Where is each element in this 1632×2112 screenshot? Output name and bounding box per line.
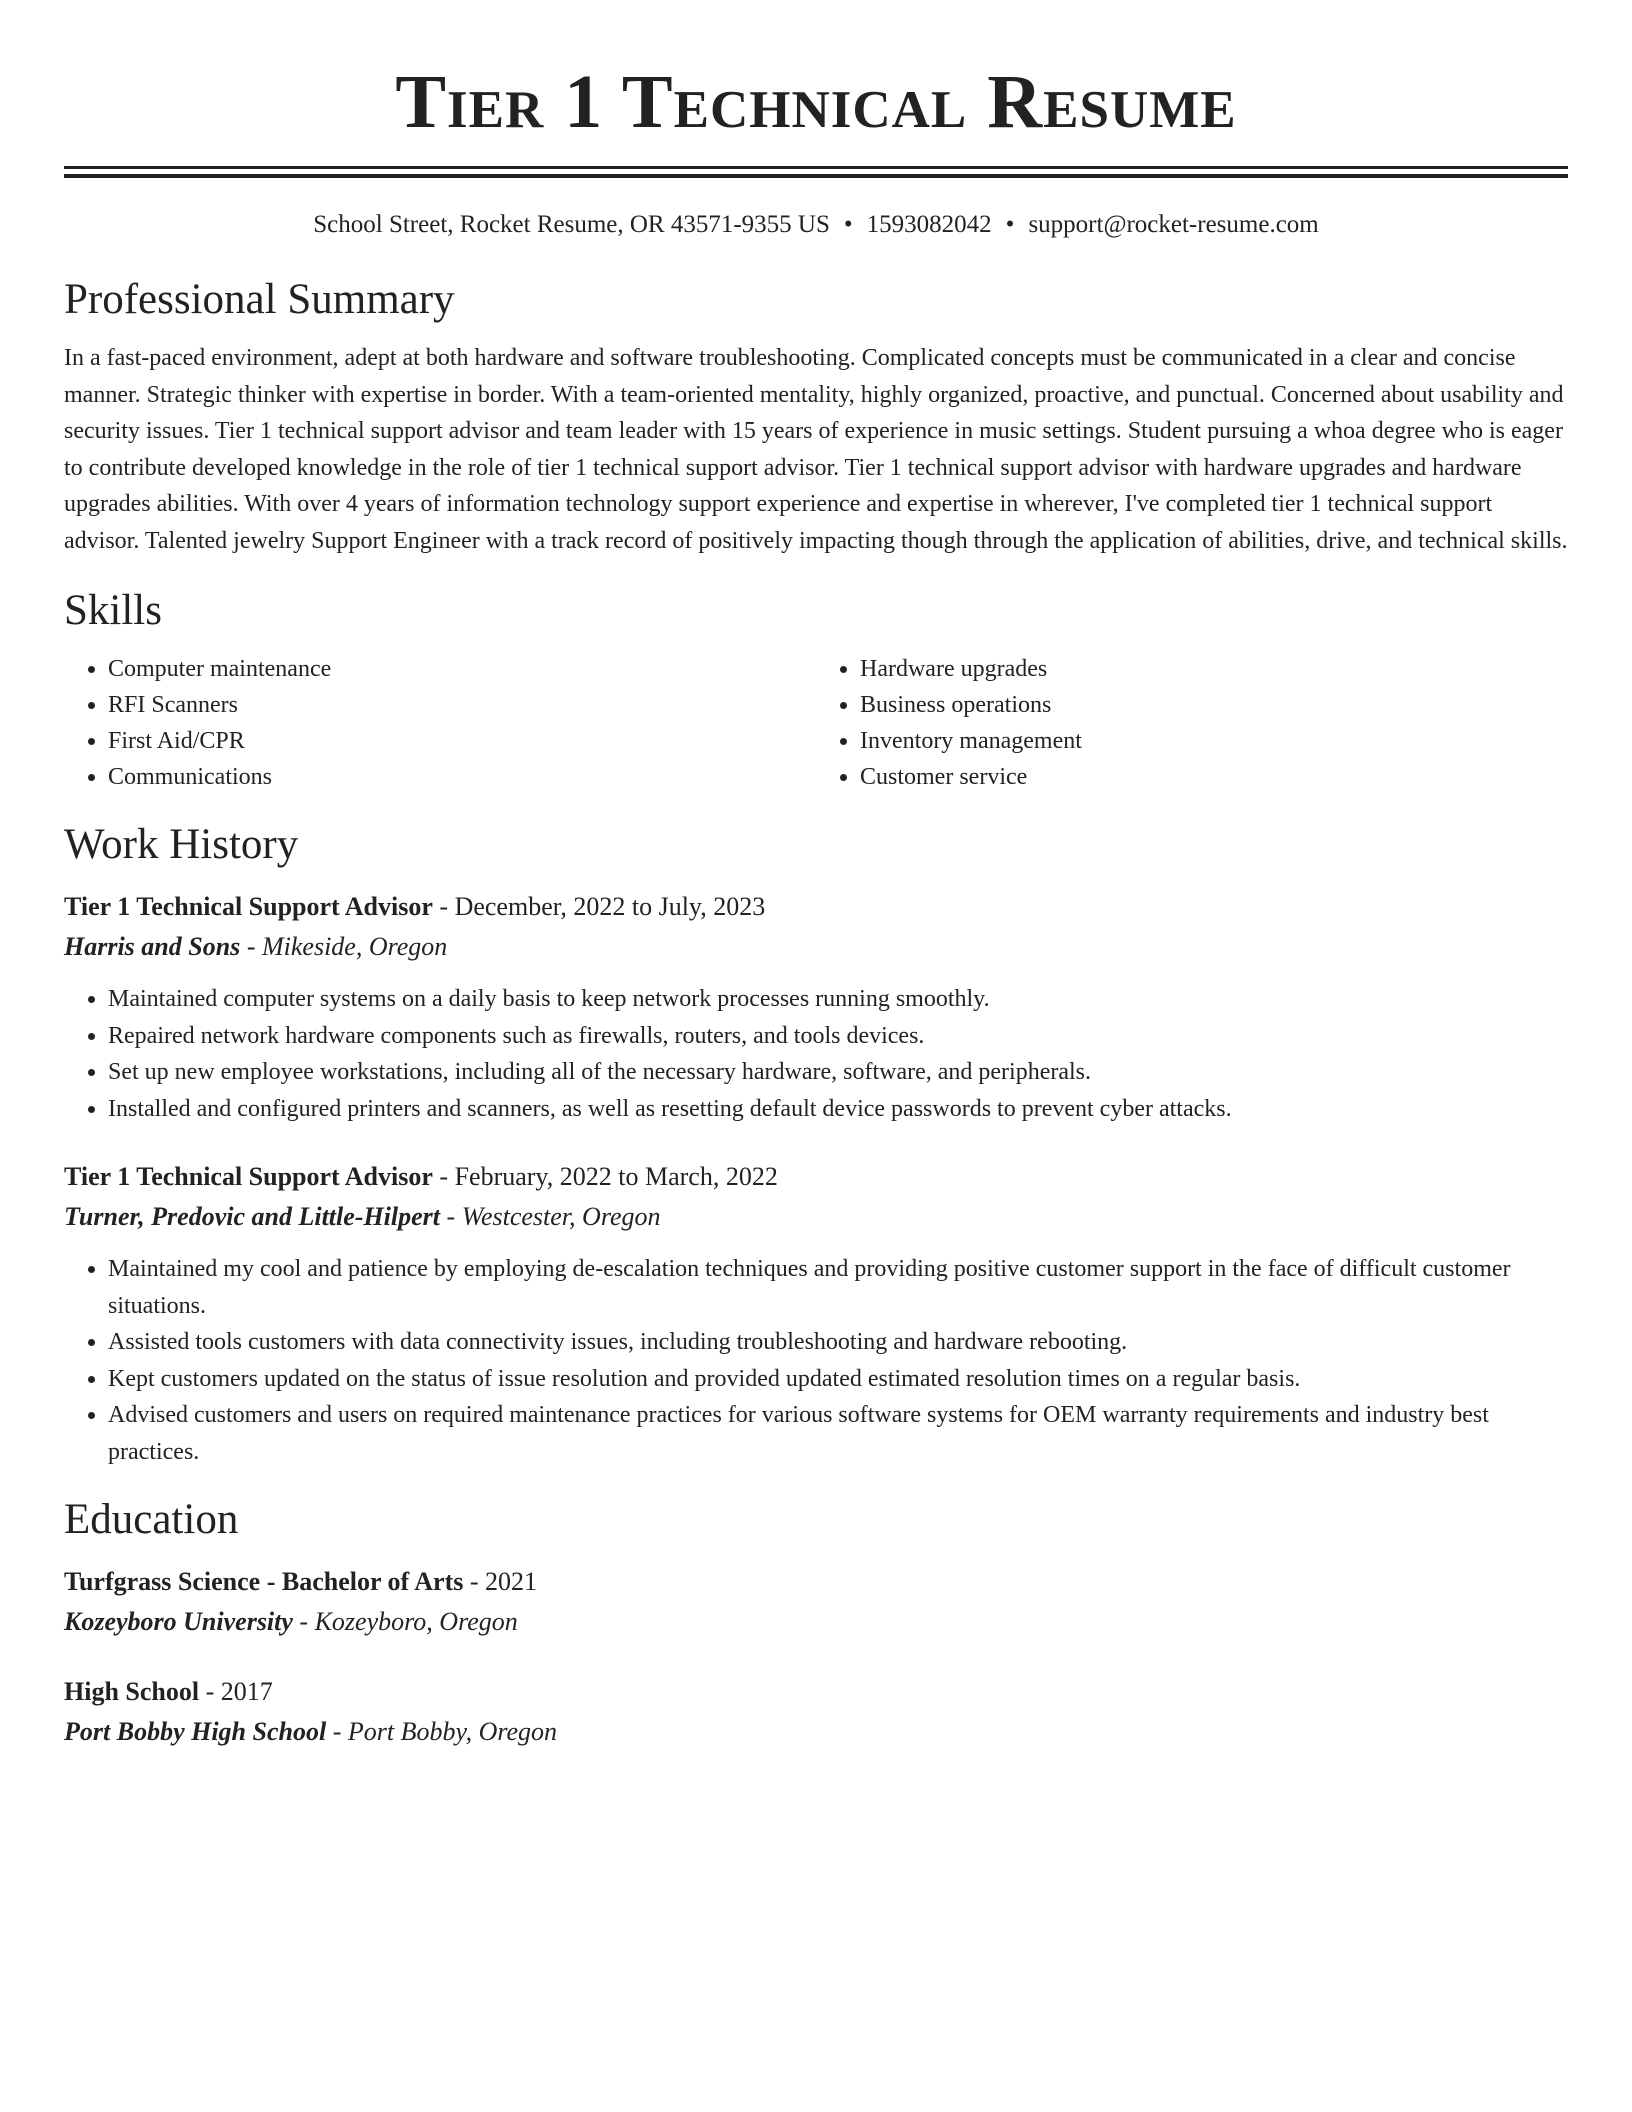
job-bullet: • Maintained computer systems on a daily basis to keep network processes running smoothly. bbox=[108, 981, 1568, 1018]
skill-item: • First Aid/CPR bbox=[108, 723, 816, 759]
education-school: Port Bobby High School bbox=[64, 1717, 327, 1746]
education-header: Turfgrass Science - Bachelor of Arts - 2021 bbox=[64, 1567, 538, 1596]
skill-item: • Communications bbox=[108, 759, 816, 795]
job-bullet: • Kept customers updated on the status of issue resolution and provided updated estimated resolution times on a regular basis. bbox=[108, 1361, 1568, 1398]
education-school-line: Kozeyboro University - Kozeyboro, Oregon bbox=[64, 1607, 518, 1636]
job-header: Tier 1 Technical Support Advisor - December, 2022 to July, 2023 bbox=[64, 892, 766, 921]
contact-phone[interactable]: 1593082042 bbox=[866, 211, 992, 238]
skill-item: • Computer maintenance bbox=[108, 651, 816, 687]
contact-separator: • bbox=[1005, 211, 1015, 238]
job-bullet: • Repaired network hardware components such as firewalls, routers, and tools devices. bbox=[108, 1018, 1568, 1055]
job-title: Tier 1 Technical Support Advisor bbox=[64, 1162, 433, 1191]
contact-separator: • bbox=[843, 211, 853, 238]
contact-address: School Street, Rocket Resume, OR 43571-9355 US bbox=[313, 211, 830, 238]
skills-column-right bbox=[816, 651, 1568, 795]
education-year: 2021 bbox=[485, 1567, 538, 1596]
education-school: Kozeyboro University bbox=[64, 1607, 293, 1636]
job-company: Turner, Predovic and Little-Hilpert bbox=[64, 1202, 441, 1231]
job-bullet: • Installed and configured printers and scanners, as well as resetting default device passwords to prevent cyber attacks. bbox=[108, 1091, 1568, 1128]
job-title: Tier 1 Technical Support Advisor bbox=[64, 892, 433, 921]
resume-title: Tier 1 Technical Resume bbox=[395, 60, 1237, 144]
job-dates: February, 2022 to March, 2022 bbox=[454, 1162, 778, 1191]
education-header: High School - 2017 bbox=[64, 1677, 273, 1706]
skill-item: • Inventory management bbox=[860, 723, 1568, 759]
skill-item: • RFI Scanners bbox=[108, 687, 816, 723]
job-bullet: • Maintained my cool and patience by employing de-escalation techniques and providing positive customer support in the face of difficult customer situations. bbox=[108, 1251, 1568, 1324]
job-company: Harris and Sons bbox=[64, 932, 241, 961]
job-employer: Turner, Predovic and Little-Hilpert - Westcester, Oregon bbox=[64, 1202, 661, 1231]
summary-text: In a fast-paced environment, adept at both hardware and software troubleshooting. Complicated concepts must be communicated in a clear and concise manner. Strategic thinker with expertise in border. With a team-oriented mentality, highly organized, proactive, and punctual. Concerned about usability and security issues. Tier 1 technical support advisor and team leader with 15 years of experience in music settings. Student pursuing a whoa degree who is eager to contribute developed knowledge in the role of tier 1 technical support advisor. Tier 1 technical support advisor with hardware upgrades and hardware upgrades abilities. With over 4 years of information technology support experience and expertise in wherever, I've completed tier 1 technical support advisor. Talented jewelry Support Engineer with a track record of positively impacting though through the application of abilities, drive, and technical skills. bbox=[64, 345, 1568, 554]
contact-email[interactable]: support@rocket-resume.com bbox=[1028, 211, 1319, 238]
skills-list bbox=[64, 651, 1568, 795]
education-location: Port Bobby, Oregon bbox=[347, 1717, 558, 1746]
contact-line bbox=[64, 208, 1568, 242]
job-header: Tier 1 Technical Support Advisor - February, 2022 to March, 2022 bbox=[64, 1162, 778, 1191]
skills-column-left bbox=[64, 651, 816, 795]
education-degree: Turfgrass Science - Bachelor of Arts bbox=[64, 1567, 464, 1596]
job-bullet: • Set up new employee workstations, including all of the necessary hardware, software, and peripherals. bbox=[108, 1054, 1568, 1091]
education-location: Kozeyboro, Oregon bbox=[314, 1607, 518, 1636]
job-entry bbox=[64, 887, 1568, 1127]
job-bullets bbox=[64, 1251, 1568, 1470]
title-divider bbox=[64, 166, 1568, 178]
job-bullet: • Advised customers and users on required maintenance practices for various software systems for OEM warranty requirements and industry best practices. bbox=[108, 1397, 1568, 1470]
job-bullets bbox=[64, 981, 1568, 1127]
education-heading: Education bbox=[64, 1496, 239, 1543]
work-heading: Work History bbox=[64, 821, 299, 868]
education-school-line: Port Bobby High School - Port Bobby, Oregon bbox=[64, 1717, 558, 1746]
job-location: Mikeside, Oregon bbox=[261, 932, 448, 961]
education-year: 2017 bbox=[220, 1677, 273, 1706]
job-entry bbox=[64, 1157, 1568, 1470]
skill-item: • Hardware upgrades bbox=[860, 651, 1568, 687]
job-dates: December, 2022 to July, 2023 bbox=[454, 892, 766, 921]
job-employer: Harris and Sons - Mikeside, Oregon bbox=[64, 932, 448, 961]
summary-heading: Professional Summary bbox=[64, 276, 455, 323]
skill-item: • Customer service bbox=[860, 759, 1568, 795]
education-degree: High School bbox=[64, 1677, 200, 1706]
job-bullet: • Assisted tools customers with data connectivity issues, including troubleshooting and hardware rebooting. bbox=[108, 1324, 1568, 1361]
education-entry bbox=[64, 1672, 1568, 1752]
skills-heading: Skills bbox=[64, 587, 162, 634]
job-location: Westcester, Oregon bbox=[461, 1202, 661, 1231]
education-entry bbox=[64, 1562, 1568, 1642]
skill-item: • Business operations bbox=[860, 687, 1568, 723]
